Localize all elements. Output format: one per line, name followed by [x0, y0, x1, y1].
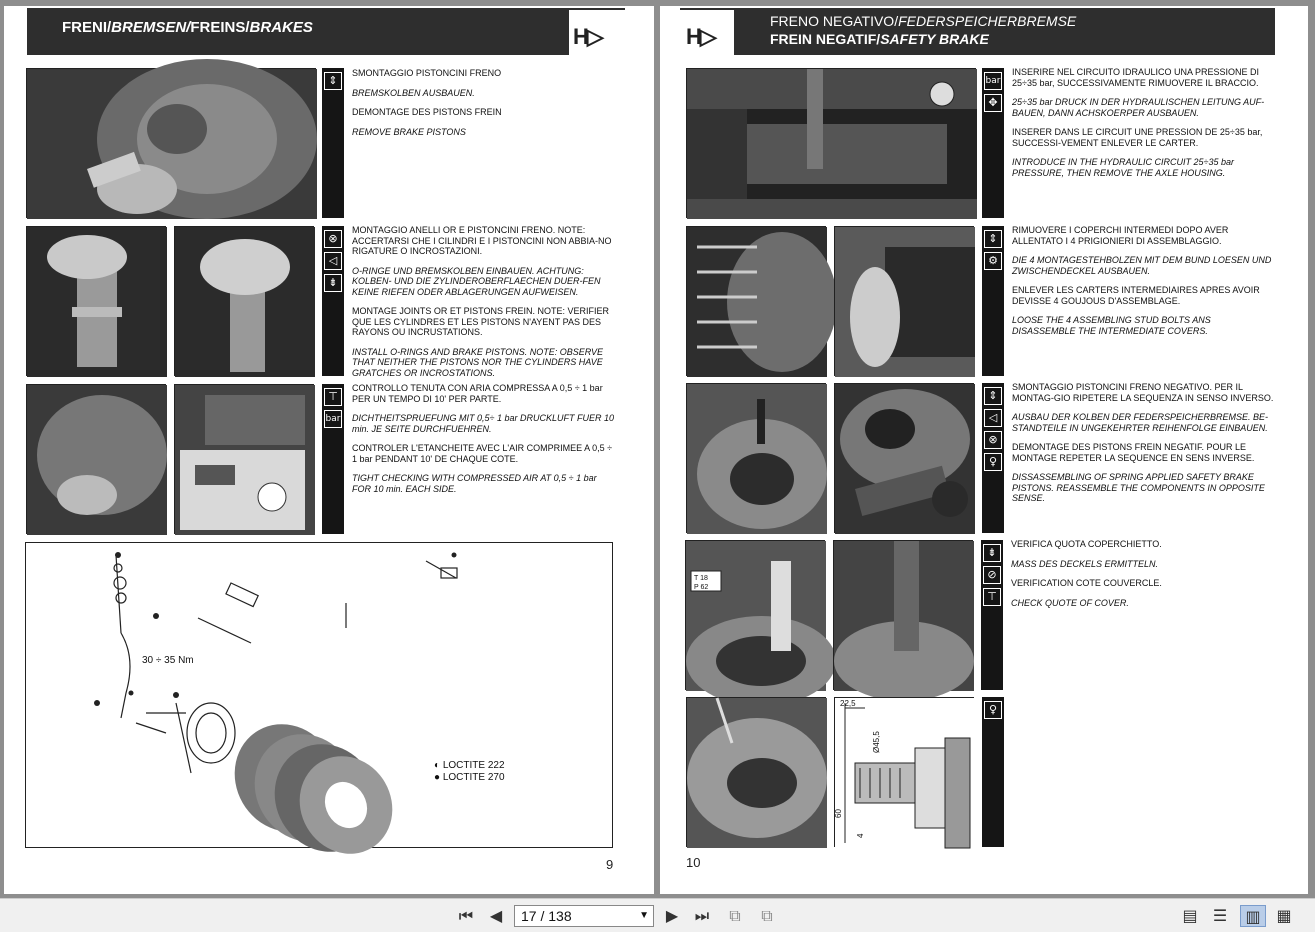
icon-column-r1: [982, 68, 1004, 218]
key-icon: ♀: [984, 701, 1002, 719]
text-line: RIMUOVERE I COPERCHI INTERMEDI DOPO AVER ALLENTATO I 4 PRIGIONIERI DI ASSEMBLAGGIO.: [1012, 225, 1229, 246]
photo-illustration: [687, 227, 827, 377]
page-9: [4, 6, 654, 894]
photo-brake-pistons-removal: [26, 68, 316, 218]
text-line: 25÷35 bar DRUCK IN DER HYDRAULISCHEN LEITUNG AUF-BAUEN, DANN ACHSKOERPER AUSBAUEN.: [1012, 97, 1265, 118]
text-line: INTRODUCE IN THE HYDRAULIC CIRCUIT 25÷35 bar PRESSURE, THEN REMOVE THE AXLE HOUSING.: [1012, 157, 1234, 178]
text-line: CONTROLLO TENUTA CON ARIA COMPRESSA A 0,5 ÷ 1 bar PER UN TEMPO DI 10' PER PARTE.: [352, 383, 603, 404]
text-line: DEMONTAGE DES PISTONS FREIN: [352, 107, 502, 117]
section-r3-text: [1012, 382, 1274, 513]
section-r4-text: [1011, 539, 1273, 617]
text-line: DICHTHEITSPRUEFUNG MIT 0,5÷ 1 bar DRUCKLUFT FUER 10 min. JE SEITE DURCHFUEHREN.: [352, 413, 614, 434]
text-line: INSERIRE NEL CIRCUITO IDRAULICO UNA PRESSIONE DI 25÷35 bar, SUCCESSIVAMENTE RIMUOVERE IL BRACCIO.: [1012, 67, 1260, 88]
header-line-1: FRENO NEGATIVO/FEDERSPEICHERBREMSE: [770, 13, 1077, 29]
text-line: MASS DES DECKELS ERMITTELN.: [1011, 558, 1159, 569]
photo-illustration: [834, 541, 974, 691]
photo-illustration: [27, 385, 167, 535]
legend-loctite-222: ◐ LOCTITE 222: [434, 760, 505, 771]
text-line: INSERER DANS LE CIRCUIT UNE PRESSION DE 25÷35 bar, SUCCESSI-VEMENT ENLEVER LE CARTER.: [1012, 127, 1263, 148]
photo-cover-check-b: [833, 540, 973, 690]
dimension-diameter: Ø45,5: [872, 731, 881, 753]
photo-illustration: [175, 385, 315, 535]
legend-loctite-270: ● LOCTITE 270: [434, 772, 505, 783]
brand-logo: H▷: [686, 24, 715, 49]
continuous-page-icon[interactable]: ☰: [1212, 906, 1228, 925]
text-line: O-RINGE UND BREMSKOLBEN EINBAUEN. ACHTUNG: KOLBEN- UND DIE ZYLINDEROBERFLAECHEN DUER-FEN KEINE RIEFEN ODER ABLAGERUNGEN AUFWEISEN.: [352, 265, 601, 297]
photo-intermediate-covers-b: [834, 226, 974, 376]
assemble-icon: ⇟: [983, 544, 1001, 562]
text-line: DIE 4 MONTAGESTEHBOLZEN MIT DEM BUND LOESEN UND ZWISCHENDECKEL AUSBAUEN.: [1012, 255, 1272, 276]
page-number-field[interactable]: [514, 905, 654, 927]
prev-view-icon[interactable]: ⧉: [729, 906, 741, 925]
photo-hydraulic-pressure: [686, 68, 976, 218]
section-drawing: [835, 698, 975, 848]
text-line: VERIFICATION COTE COUVERCLE.: [1011, 578, 1162, 588]
pressure-bar-icon: bar: [984, 72, 1002, 90]
brand-logo: H▷: [573, 24, 602, 49]
page-header: [27, 8, 569, 55]
section-3-text: [352, 383, 617, 503]
prev-page-icon[interactable]: ◀: [489, 906, 503, 925]
last-page-icon[interactable]: ⏭: [694, 906, 710, 925]
icon-column-r3: [982, 383, 1004, 533]
text-line: TIGHT CHECKING WITH COMPRESSED AIR AT 0,5 ÷ 1 bar FOR 10 min. EACH SIDE.: [352, 473, 597, 494]
photo-illustration: [687, 698, 827, 848]
text-line: MONTAGGIO ANELLI OR E PISTONCINI FRENO. NOTE: ACCERTARSI CHE I CILINDRI E I PISTONCINI NON ABBIA-NO RIGATURE O INCROSTAZIONI.: [352, 225, 612, 256]
photo-illustration: [835, 227, 975, 377]
text-line: ENLEVER LES CARTERS INTERMEDIAIRES APRES AVOIR DEVISSE 4 GOUJOUS D'ASSEMBLAGE.: [1012, 285, 1260, 306]
photo-leak-test-b: [174, 384, 314, 534]
text-line: AUSBAU DER KOLBEN DER FEDERSPEICHERBREMSE. BE-STANDTEILE IN UNGEKEHRTER REIHENFOLGE EINBAUEN.: [1012, 412, 1269, 433]
chevron-down-icon[interactable]: ▼: [639, 910, 649, 921]
page-field-value: 17 / 138: [521, 908, 572, 924]
first-page-icon[interactable]: ⏮: [458, 906, 474, 925]
photo-oring-install-a: [26, 226, 166, 376]
measure-icon: ⊘: [983, 566, 1001, 584]
photo-safety-pistons-b: [834, 383, 974, 533]
photo-leak-test-a: [26, 384, 166, 534]
section-r1-text: [1012, 67, 1274, 187]
cover-section-drawing: [834, 697, 974, 847]
disassemble-icon: ⇕: [984, 387, 1002, 405]
photo-illustration: [27, 227, 167, 377]
viewer-toolbar: [0, 898, 1315, 932]
text-line: BREMSKOLBEN AUSBAUEN.: [352, 87, 475, 98]
text-line: MONTAGE JOINTS OR ET PISTONS FREIN. NOTE: VERIFIER QUE LES CYLINDRES ET LES PISTONS N'AYENT PAS DES RAYONS OU INCRUSTATIONS.: [352, 306, 610, 337]
section-1-text: [352, 68, 617, 146]
two-page-continuous-icon[interactable]: ▦: [1276, 906, 1292, 925]
page-number: 10: [686, 855, 701, 870]
icon-column-r2: [982, 226, 1004, 376]
photo-illustration: [175, 227, 315, 377]
photo-illustration: [686, 541, 826, 691]
tool-label-t18: T 18: [694, 575, 708, 582]
icon-column-3: [322, 384, 344, 534]
photo-illustration: [687, 69, 977, 219]
next-page-icon[interactable]: ▶: [665, 906, 679, 925]
check-icon: ◁: [324, 252, 342, 270]
disassemble-icon: ⇕: [324, 72, 342, 90]
photo-illustration: [835, 384, 975, 534]
diagram-drawing: [26, 543, 612, 847]
text-line: VERIFICA QUOTA COPERCHIETTO.: [1011, 539, 1162, 549]
air-tool-icon: ⊤: [983, 588, 1001, 606]
key-icon: ♀: [984, 453, 1002, 471]
air-tool-icon: ⊤: [324, 388, 342, 406]
photo-intermediate-covers-a: [686, 226, 826, 376]
section-2-text: [352, 225, 617, 378]
text-line: DISSASSEMBLING OF SPRING APPLIED SAFETY BRAKE PISTONS. REASSEMBLE THE COMPONENTS IN OPPOSITE SENSE.: [1012, 472, 1265, 503]
icon-column-2: [322, 226, 344, 376]
text-line: CHECK QUOTE OF COVER.: [1011, 597, 1129, 608]
text-line: INSTALL O-RINGS AND BRAKE PISTONS. NOTE: OBSERVE THAT NEITHER THE PISTONS NOR THE CYLINDERS HAVE GRATCHES OR INCROSTATIONS.: [352, 346, 604, 378]
photo-illustration: [27, 69, 317, 219]
text-line: LOOSE THE 4 ASSEMBLING STUD BOLTS ANS DISASSEMBLE THE INTERMEDIATE COVERS.: [1012, 315, 1211, 336]
photo-cover-install: [686, 697, 826, 847]
oring-icon: ⊗: [324, 230, 342, 248]
photo-illustration: [687, 384, 827, 534]
page-10: [660, 6, 1308, 894]
icon-column-r5: [982, 697, 1004, 847]
next-view-icon[interactable]: ⧉: [761, 906, 773, 925]
photo-oring-install-b: [174, 226, 314, 376]
wrench-icon: ⚙: [984, 252, 1002, 270]
tool-label-p62: P 62: [694, 584, 709, 591]
single-page-icon[interactable]: ▤: [1182, 906, 1198, 925]
page-header: [734, 8, 1275, 55]
text-line: SMONTAGGIO PISTONCINI FRENO NEGATIVO. PER IL MONTAG-GIO RIPETERE LA SEQUENZA IN SENSO INVERSO.: [1012, 382, 1274, 403]
text-line: SMONTAGGIO PISTONCINI FRENO: [352, 68, 502, 78]
header-title: FRENI/BREMSEN/FREINS/BRAKES: [62, 19, 313, 36]
check-icon: ◁: [984, 409, 1002, 427]
dimension-60: 60: [834, 809, 843, 818]
disassemble-icon: ⇕: [984, 230, 1002, 248]
pressure-bar-icon: bar: [324, 410, 342, 428]
two-page-icon[interactable]: ▥: [1240, 905, 1266, 927]
photo-safety-pistons-a: [686, 383, 826, 533]
text-line: DEMONTAGE DES PISTONS FREIN NEGATIF. POUR LE MONTAGE REPETER LA SEQUENCE EN SENS INVERSE.: [1012, 442, 1255, 463]
remove-arm-icon: ✥: [984, 94, 1002, 112]
icon-column-1: [322, 68, 344, 218]
exploded-brake-diagram: [25, 542, 613, 848]
torque-label: 30 ÷ 35 Nm: [142, 655, 194, 666]
header-line-2: FREIN NEGATIF/SAFETY BRAKE: [770, 31, 989, 47]
icon-column-r4: [981, 540, 1003, 690]
text-line: CONTROLER L'ETANCHEITE AVEC L'AIR COMPRIMEE A 0,5 ÷ 1 bar PENDANT 10' DE CHAQUE COTE.: [352, 443, 613, 464]
assemble-icon: ⇟: [324, 274, 342, 292]
dimension-4: 4: [856, 833, 865, 838]
oring-icon: ⊗: [984, 431, 1002, 449]
photo-cover-check-a: [685, 540, 825, 690]
page-number: 9: [606, 857, 614, 872]
logo-box: [569, 8, 625, 55]
section-r2-text: [1012, 225, 1274, 345]
logo-box: [680, 8, 734, 55]
text-line: REMOVE BRAKE PISTONS: [352, 126, 466, 137]
dimension-22-5: 22,5: [840, 699, 856, 708]
